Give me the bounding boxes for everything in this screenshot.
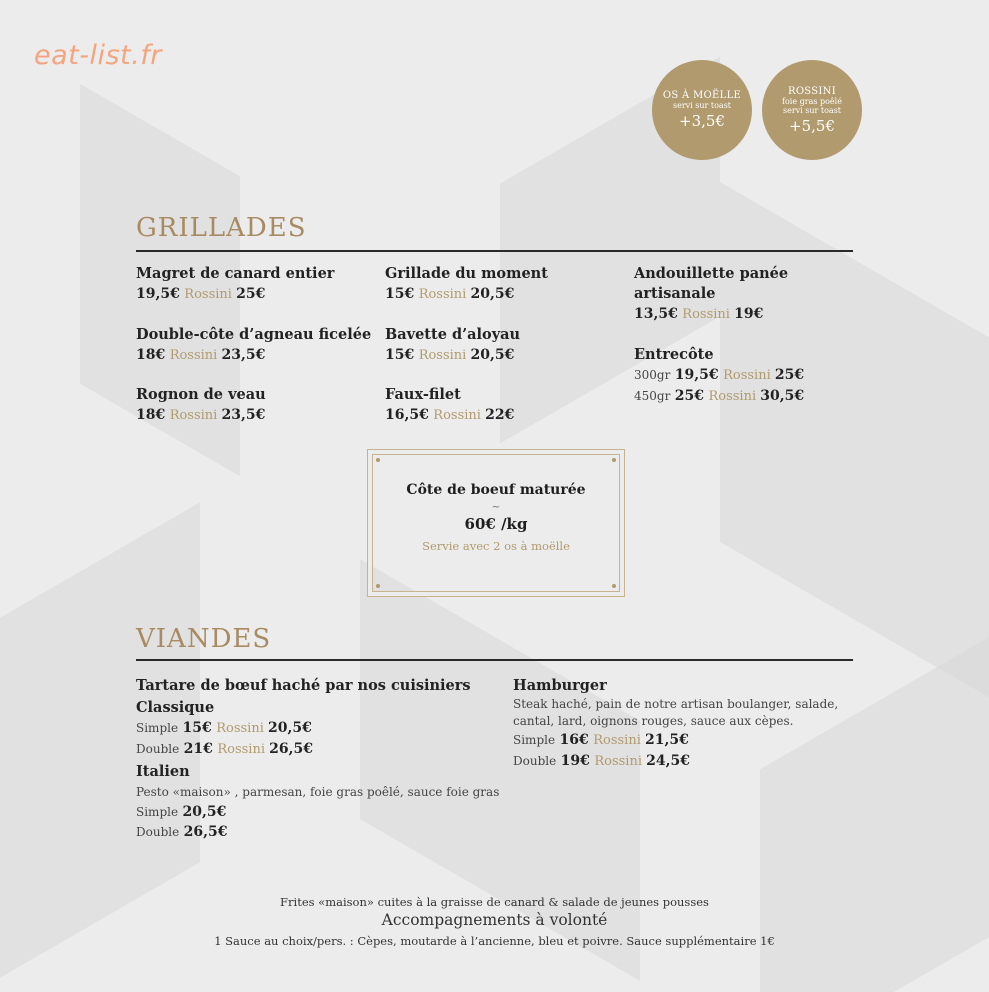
corner-dot [376,458,380,462]
menu-item-hamburger [513,676,838,772]
item-name: Côte de boeuf maturée [406,482,586,498]
grillades-title: GRILLADES [136,213,307,243]
menu-item-tartare [136,676,499,842]
rossini-price: 25€ [236,286,266,302]
rossini-label: Rossini [418,348,467,363]
menu-item [136,385,266,426]
item-price: 16€ [559,732,589,748]
badge-title: OS À MOËLLE [662,90,742,101]
item-name: Double-côte d’agneau ficelée [136,326,372,343]
menu-item-entrecote [634,345,804,407]
badge-rossini [762,60,862,160]
viandes-divider [136,659,853,661]
item-price: 18€ [136,407,166,423]
menu-item [385,385,514,426]
item-name: Tartare de bœuf haché par nos cuisiniers [136,677,471,694]
menu-item [385,325,520,366]
item-price: 26,5€ [183,824,228,840]
footer-sauce: 1 Sauce au choix/pers. : Cèpes, moutarde à l’ancienne, bleu et poivre. Sauce supplémentaire 1€ [214,934,775,948]
variant-label: Italien [136,763,190,780]
rossini-price: 19€ [734,306,764,322]
size-label: Simple [513,733,556,747]
rossini-label: Rossini [708,389,757,404]
item-name: Grillade du moment [385,265,548,282]
rossini-label: Rossini [433,408,481,423]
size-label: Simple [136,721,179,735]
menu-item [136,325,371,366]
menu-item-andouillette [634,264,788,325]
rossini-label: Rossini [418,287,467,302]
item-name: Magret de canard entier [136,265,335,282]
corner-dot [612,458,616,462]
ornament: ~ [491,500,501,513]
rossini-label: Rossini [594,754,642,769]
grillades-divider [136,250,853,252]
rossini-price: 25€ [774,367,805,383]
item-price: 21€ [183,741,213,757]
rossini-label: Rossini [682,307,730,322]
rossini-label: Rossini [593,733,641,748]
item-price: 20,5€ [182,804,227,820]
item-name: Bavette d’aloyau [385,326,521,343]
watermark: eat-list.fr [34,40,162,71]
item-price: 18€ [136,347,166,363]
rossini-label: Rossini [217,742,265,757]
corner-dot [612,584,616,588]
rossini-price: 20,5€ [268,720,312,736]
menu-item [136,264,334,305]
badge-subtitle-2: servi sur toast [782,105,842,115]
item-name: Hamburger [513,677,607,694]
item-name: Rognon de veau [136,386,266,403]
item-price: 15€ [385,347,415,363]
item-price: 19,5€ [674,367,719,383]
badge-subtitle: servi sur toast [672,101,732,110]
item-price: 15€ [385,286,415,302]
size-label: Double [136,825,180,839]
rossini-label: Rossini [216,721,264,736]
rossini-price: 23,5€ [221,347,266,363]
weight-label: 450gr [634,389,671,403]
rossini-label: Rossini [169,408,218,423]
item-price: 15€ [182,720,212,736]
cote-boeuf-box [367,449,625,597]
size-label: Simple [136,805,179,819]
rossini-price: 22€ [485,407,515,423]
rossini-price: 24,5€ [646,753,690,769]
rossini-label: Rossini [723,368,771,383]
variant-label: Classique [136,699,215,716]
footer-heading: Accompagnements à volonté [381,911,608,929]
weight-label: 300gr [634,368,671,382]
item-name: Entrecôte [634,346,714,363]
item-description-2: cantal, lard, oignons rouges, sauce aux cèpes. [513,714,794,728]
menu-item [385,264,548,305]
badge-title: ROSSINI [787,85,836,97]
rossini-label: Rossini [184,287,232,302]
item-price: 19,5€ [136,286,180,302]
item-name-2: artisanale [634,285,716,302]
rossini-price: 26,5€ [269,741,313,757]
item-price: 19€ [560,753,590,769]
badge-price: +3,5€ [679,112,725,130]
size-label: Double [513,754,557,768]
badge-os-moelle [652,60,752,160]
item-price: 16,5€ [385,407,429,423]
item-name: Faux-filet [385,386,461,403]
rossini-price: 23,5€ [221,407,266,423]
rossini-price: 21,5€ [645,732,689,748]
rossini-price: 20,5€ [470,286,515,302]
badge-price: +5,5€ [789,116,835,135]
footer-sides: Frites «maison» cuites à la graisse de canard & salade de jeunes pousses [280,895,709,909]
badge-subtitle: foie gras poêlé [782,96,842,106]
item-price: 13,5€ [634,306,678,322]
size-label: Double [136,742,180,756]
rossini-label: Rossini [169,348,218,363]
item-price: 60€ /kg [464,515,528,533]
corner-dot [376,584,380,588]
item-name: Andouillette panée [634,265,789,282]
viandes-title: VIANDES [136,624,272,654]
item-description: Steak haché, pain de notre artisan boulanger, salade, [513,697,839,711]
item-description: Pesto «maison» , parmesan, foie gras poêlé, sauce foie gras [136,785,500,799]
rossini-price: 20,5€ [470,347,515,363]
item-note: Servie avec 2 os à moëlle [422,539,570,553]
rossini-price: 30,5€ [760,388,805,404]
item-price: 25€ [674,388,705,404]
